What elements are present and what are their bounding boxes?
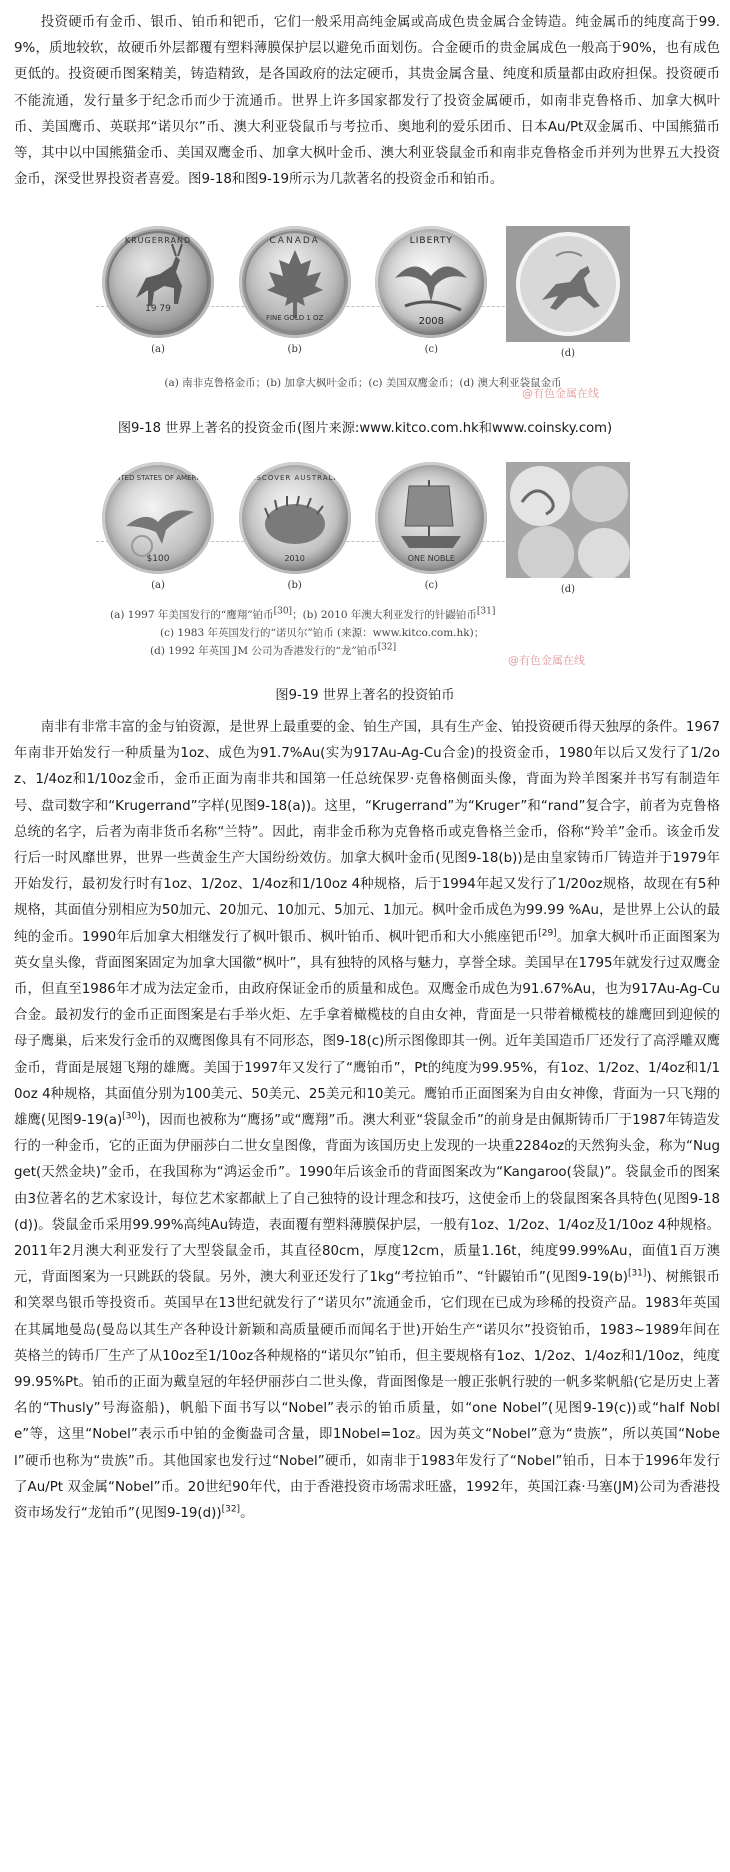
double-eagle-coin-image xyxy=(375,226,487,338)
body-part-1: 南非有非常丰富的金与铂资源，是世界上最重要的金、铂生产国，具有生产金、铂投资硬币得天独厚的条件。1967年南非开始发行一种质量为1oz、成色为91.7%Au(实为917Au-Ag-Cu合金)的投资金币，1980年以后又发行了1/2oz、1/4oz和1/10oz金币，金币正面为南非共和国第一任总统保罗·克鲁格侧面头像，背面为羚羊图案并书写有制造年号、盘司数字和“Krugerrand”字样(见图9-18(a))。这里，“Krugerrand”为“Kruger”和“rand”复合字，前者为克鲁格总统的名字，后者为南非货币名称“兰特”。因此，南非金币称为克鲁格币或克鲁格兰金币，俗称“羚羊”金币。该金币发行后一时风靡世界，世界一些黄金生产大国纷纷效仿。加拿大枫叶金币(见图9-18(b))是由皇家铸币厂铸造并于1979年开始发行，最初发行时有1oz、1/2oz、1/4oz和1/10oz 4种规格，后于1994年起又发行了1/20oz规格，故现在有5种规格，其面值分别相应为50加元、20加元、10加元、5加元、1加元。枫叶金币成色为99.99 %Au，是世界上公认的最纯的金币。1990年后加拿大相继发行了枫叶银币、枫叶铂币、枫叶钯币和大小熊座钯币 xyxy=(14,720,720,945)
figure-9-18-coin-row xyxy=(96,226,630,359)
figure-9-18-label-d: (d) xyxy=(560,348,576,359)
subcaption-b: ；(b) 2010 年澳大利亚发行的针鼹铂币 xyxy=(292,609,477,621)
coin-19b-top-text: DISCOVER AUSTRALIA xyxy=(247,474,343,482)
figure-9-19-caption: 图9-19 世界上著名的投资铂币 xyxy=(275,688,455,703)
body-part-3: )，因而也被称为“鹰扬”或“鹰翔”币。澳大利亚“袋鼠金币”的前身是由佩斯铸币厂于1987年铸造发行的一种金币，它的正面为伊丽莎白二世女皇图像，背面为该国历史上发现的一块重2284oz的天然狗头金，称为“Nugget(天然金块)”金币，在我国称为“鸿运金币”。1990年后该金币的背面图案改为“Kangaroo(袋鼠)”。袋鼠金币的图案由3位著名的艺术家设计，每位艺术家都献上了自己独特的设计理念和技巧，这使金币上的袋鼠图案各具特色(见图9-18(d))。袋鼠金币采用99.99%高纯Au铸造，表面覆有塑料薄膜保护层，一般有1oz、1/2oz、1/4oz及1/10oz 4种规格。2011年2月澳大利亚发行了大型袋鼠金币，其直径80cm，厚度12cm，质量1.16t，纯度99.99%Au，面值1百万澳元，背面图案为一只跳跃的袋鼠。另外，澳大利亚还发行了1kg“考拉铂币”、“针鼹铂币”(见图9-19(b) xyxy=(14,1113,720,1286)
figure-9-19-coin-d xyxy=(506,462,630,595)
figure-9-19-label-b: (b) xyxy=(287,580,302,591)
coin-19a-bottom-text: $100 xyxy=(146,554,170,564)
figure-9-19-coin-row xyxy=(96,462,630,595)
coin-19a-top-text: UNITED STATES OF AMERICA xyxy=(107,474,209,482)
figure-9-19-label-a: (a) xyxy=(151,580,165,591)
coin-a-top-text: KRUGERRAND xyxy=(124,236,192,245)
coin-19b-bottom-text: 2010 xyxy=(284,554,305,563)
figure-9-19-subcaption-line-1 xyxy=(110,606,630,624)
subcaption-d: (d) 1992 年英国 JM 公司为香港发行的“龙”铂币 xyxy=(150,645,378,657)
figure-9-19-subcaption-line-2: (c) 1983 年英国发行的“诺贝尔”铂币 (来源：www.kitco.com.hk)； xyxy=(160,627,485,639)
intro-paragraph xyxy=(14,10,720,193)
ref-30: [30] xyxy=(122,1111,141,1122)
figure-9-19-coin-b xyxy=(233,462,357,595)
body-part-4: )、树熊银币和笑翠鸟银币等投资币。英国早在13世纪就发行了“诺贝尔”流通金币，它们现在已成为珍稀的投资产品。1983年英国在其属地曼岛(曼岛以其生产各种设计新颖和高质量硬币而闻名于世)开始生产“诺贝尔”投资铂币，1983~1989年间在英格兰的铸币厂生产了从10oz至1/10oz各种规格的“诺贝尔”铂币，但主要规格有1oz、1/2oz、1/4oz和1/10oz，纯度99.95%Pt。铂币的正面为戴皇冠的年轻伊丽莎白二世头像，背面图像是一艘正张帆行驶的一帆多桨帆船(它是历史上著名的“Thusly”号海盗船)，帆船下面书写以“Nobel”表示的铂币质量，如“one Nobel”(见图9-19(c))或“half Noble”等，这里“Nobel”表示币中铂的金衡盎司含量，即1Nobel=1oz。因为英文“Nobel”意为“贵族”，所以英国“Nobel”硬币也称为“贵族”币。其他国家也发行过“Nobel”硬币，如南非于1983年发行了“Nobel”铂币，日本于1996年发行了Au/Pt 双金属“Nobel”币。20世纪90年代，由于香港投资市场需求旺盛，1992年，英国江森·马塞(JM)公司为香港投资市场发行“龙铂币”(见图9-19(d)) xyxy=(14,1270,720,1522)
noble-coin-image xyxy=(375,462,487,574)
figure-9-18-caption: 图9-18 世界上著名的投资金币(图片来源:www.kitco.com.hk和www.coinsky.com) xyxy=(117,421,613,436)
figure-9-19-coin-a xyxy=(96,462,220,595)
body-part-5: 。 xyxy=(240,1506,254,1522)
subcaption-ref-30: [30] xyxy=(273,606,293,617)
figure-9-19-watermark: @有色金属在线 xyxy=(508,654,585,667)
dragon-icon xyxy=(506,462,630,578)
figure-9-19-label-d: (d) xyxy=(560,584,576,595)
figure-9-18-coin-c xyxy=(369,226,493,359)
coin-a-bottom-text: 19 79 xyxy=(145,304,171,314)
figure-9-18-label-a: (a) xyxy=(151,344,165,355)
coin-b-bottom-text: FINE GOLD 1 OZ xyxy=(265,314,324,322)
subcaption-ref-31: [31] xyxy=(476,606,496,617)
platinum-eagle-coin-image xyxy=(102,462,214,574)
coin-b-top-text: CANADA xyxy=(269,236,320,246)
krugerrand-coin-image xyxy=(102,226,214,338)
body-paragraph xyxy=(14,715,720,1527)
coin-c-bottom-text: 2008 xyxy=(418,316,445,327)
figure-9-18-subcaption: (a) 南非克鲁格金币；(b) 加拿大枫叶金币；(c) 美国双鹰金币；(d) 澳大利亚袋鼠金币 xyxy=(164,377,562,389)
body-part-2: 。加拿大枫叶币正面图案为英女皇头像，背面图案固定为加拿大国徽“枫叶”，具有独特的风格与魅力，享誉全球。美国早在1795年就发行过双鹰金币，但直至1986年才成为法定金币，由政府保证金币的质量和成色。双鹰金币成色为91.67%Au，也为917Au-Ag-Cu合金。最初发行的金币正面图案是右手举火炬、左手拿着橄榄枝的自由女神，背面是一只带着橄榄枝的雄鹰回到迎候的母子鹰巢，后来发行金币的双鹰图像具有不同形态，图9-18(c)所示图像即其一例。近年美国造币厂还发行了高浮雕双鹰金币，背面是展翅飞翔的雄鹰。美国于1997年又发行了“鹰铂币”，Pt的纯度为99.95%，有1oz、1/2oz、1/4oz和1/10oz 4种规格，其面值分别为100美元、50美元、25美元和10美元。鹰铂币正面图案为自由女神像，背面为一只飞翔的雄鹰(见图9-19(a) xyxy=(14,929,721,1129)
coin-c-top-text: LIBERTY xyxy=(409,236,453,246)
ref-32: [32] xyxy=(221,1504,241,1515)
figure-9-19-coin-c xyxy=(369,462,493,595)
figure-9-18-coin-a xyxy=(96,226,220,359)
figure-9-19-label-c: (c) xyxy=(424,580,439,591)
figure-9-18-coin-d xyxy=(506,226,630,359)
figure-9-18-label-b: (b) xyxy=(287,344,302,355)
coin-19c-bottom-text: ONE NOBLE xyxy=(407,554,455,563)
figure-9-18-coin-b xyxy=(233,226,357,359)
ref-31: [31] xyxy=(627,1268,647,1279)
kangaroo-coin-image xyxy=(506,226,630,342)
intro-paragraph-text: 投资硬币有金币、银币、铂币和钯币，它们一般采用高纯金属或高成色贵金属合金铸造。纯金属币的纯度高于99.9%，质地较软，故硬币外层都覆有塑料薄膜保护层以避免币面划伤。合金硬币的贵金属成色一般高于90%，也有成色更低的。投资硬币图案精美，铸造精致，是各国政府的法定硬币，其贵金属含量、纯度和质量都由政府担保。投资硬币不能流通，发行量多于纪念币而少于流通币。世界上许多国家都发行了投资金属硬币，如南非克鲁格币、加拿大枫叶币、美国鹰币、英联邦“诺贝尔”币、澳大利亚袋鼠币与考拉币、奥地利的爱乐团币、日本Au/Pt双金属币、中国熊猫币等，其中以中国熊猫金币、美国双鹰金币、加拿大枫叶金币、澳大利亚袋鼠金币和南非克鲁格金币并列为世界五大投资金币，深受世界投资者喜爱。图9-18和图9-19所示为几款著名的投资金币和铂币。 xyxy=(14,15,720,188)
dragon-coin-image xyxy=(506,462,630,578)
ref-29: [29] xyxy=(538,928,557,939)
figure-9-18-label-c: (c) xyxy=(424,344,439,355)
figure-9-18-watermark: @有色金属在线 xyxy=(522,387,599,400)
maple-leaf-coin-image xyxy=(239,226,351,338)
echidna-coin-image xyxy=(239,462,351,574)
kangaroo-icon xyxy=(506,226,630,342)
subcaption-a: (a) 1997 年美国发行的“鹰翔”铂币 xyxy=(110,609,274,621)
subcaption-ref-32: [32] xyxy=(377,642,397,653)
